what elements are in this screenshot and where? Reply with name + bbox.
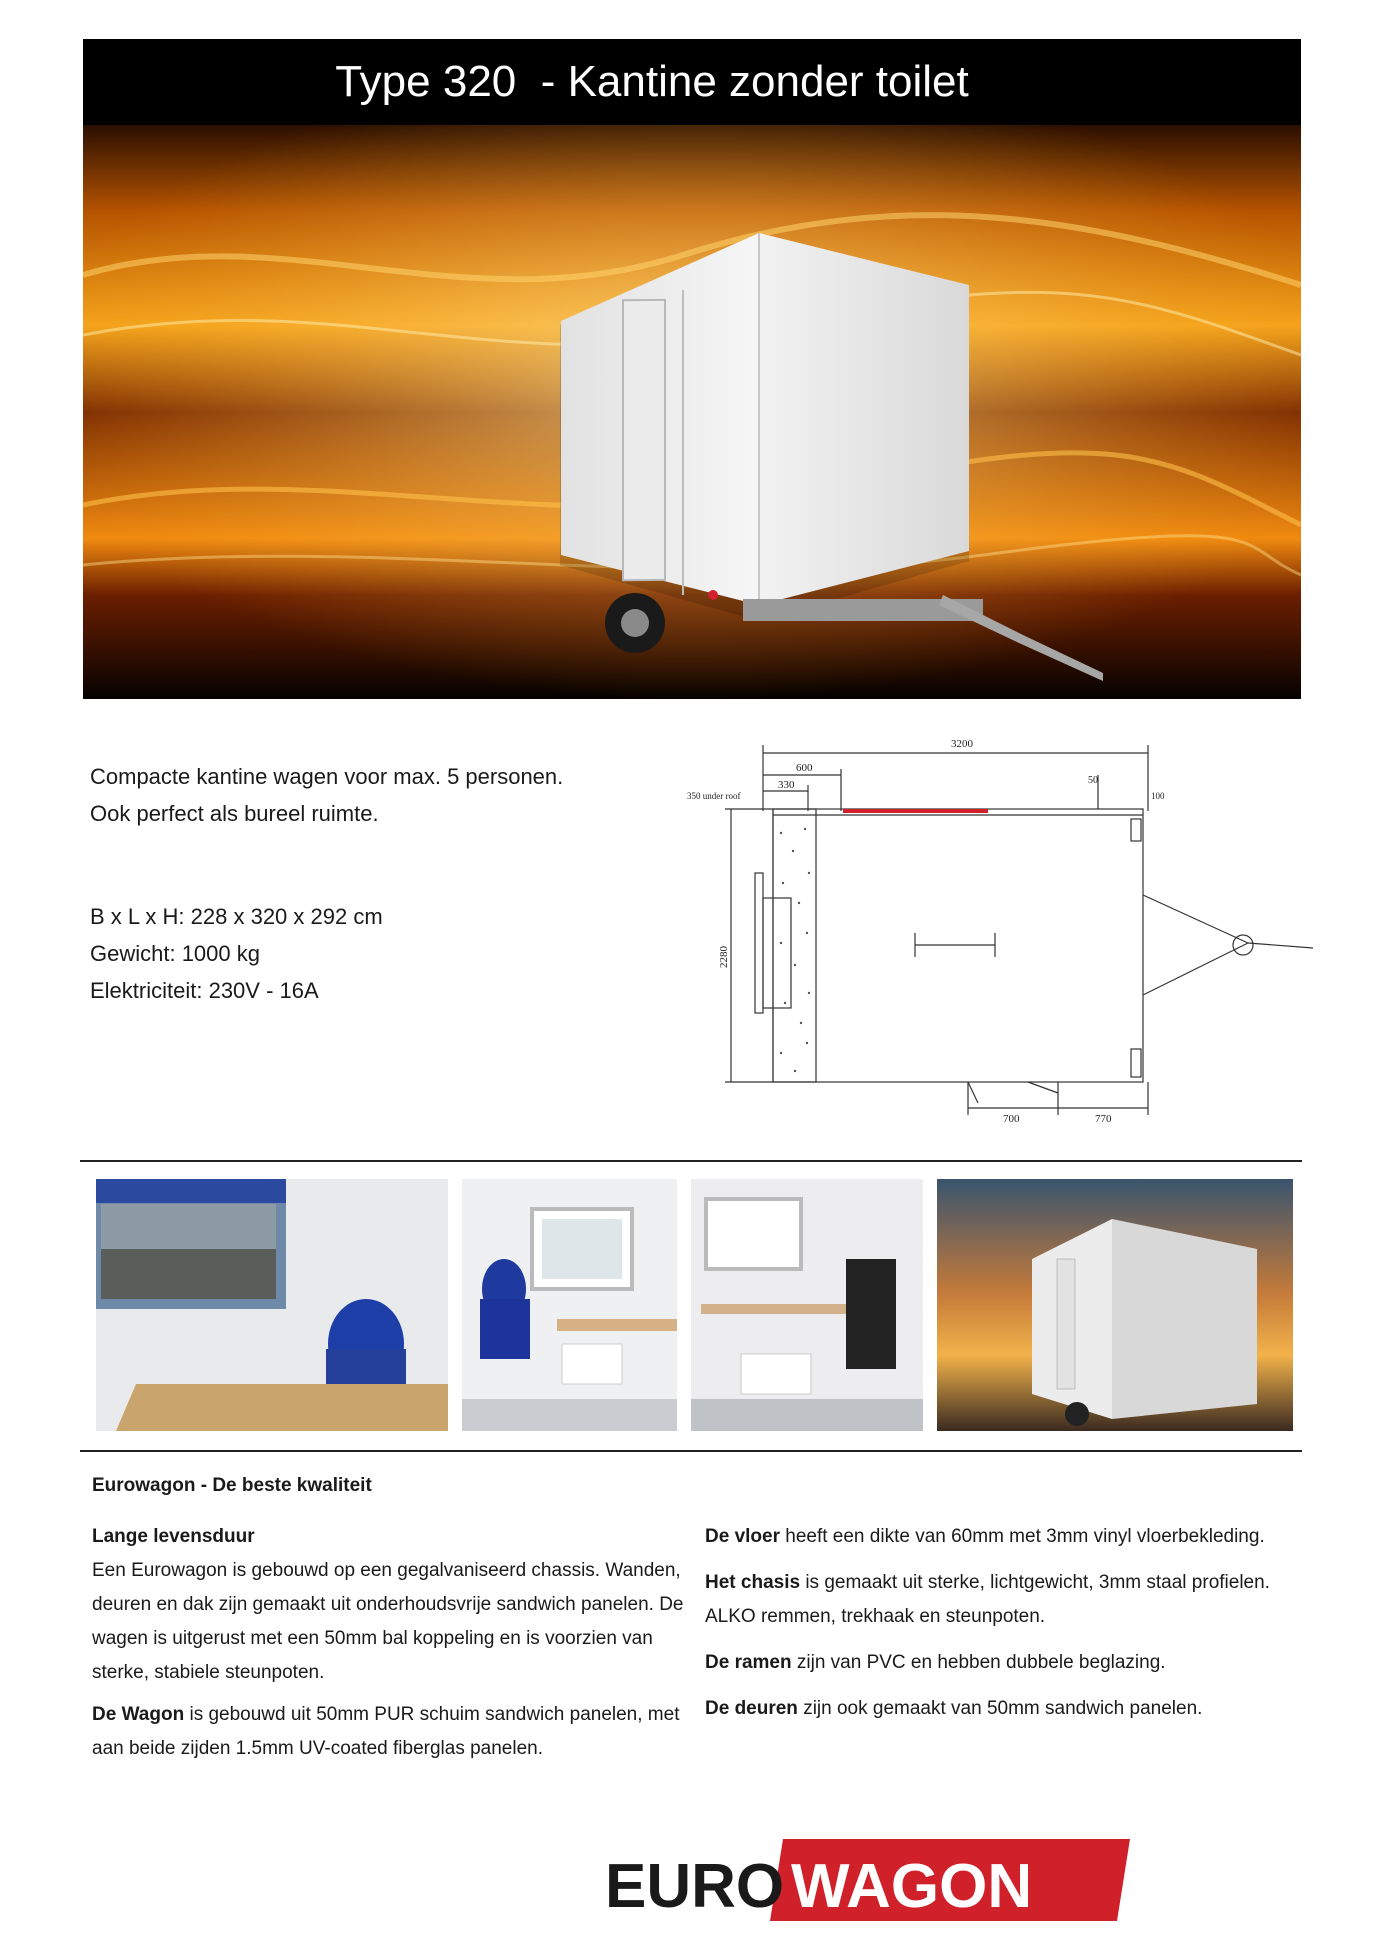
wagon-text: is gebouwd uit 50mm PUR schuim sandwich panelen, met aan beide zijden 1.5mm UV-coated fiberglas panelen. [92,1704,680,1759]
divider-top [80,1160,1302,1162]
doors-paragraph [705,1692,1295,1726]
photo-interior-window-chair [96,1179,448,1431]
dim-50: 50 [1088,775,1098,786]
wagon-label: De Wagon [92,1704,185,1725]
chassis-text: is gemaakt uit sterke, lichtgewicht, 3mm staal profielen. ALKO remmen, trekhaak en steunpoten. [705,1572,1270,1627]
hero-product-image [83,125,1301,699]
photo-exterior-sunset [937,1179,1293,1431]
dim-330: 330 [778,779,795,791]
dim-width: 2280 [718,946,730,968]
page-title: Type 320 - Kantine zonder toilet [335,57,969,106]
long-life-heading: Lange levensduur [92,1526,255,1547]
dim-100: 100 [1151,791,1165,801]
section-title: Eurowagon - De beste kwaliteit [92,1475,372,1496]
dim-600: 600 [796,762,813,774]
dim-total-length: 3200 [951,738,973,750]
features-block [705,1520,1295,1726]
logo-wagon: WAGON [791,1852,1033,1921]
chassis-paragraph [705,1566,1295,1634]
chassis-label: Het chasis [705,1572,801,1593]
photo-interior-chairs-table [462,1179,677,1431]
hero-banner [83,39,1301,699]
spec-weight: Gewicht: 1000 kg [90,941,260,966]
divider-bottom [80,1450,1302,1452]
intro-line-1: Compacte kantine wagen voor max. 5 personen. [90,764,564,789]
eurowagon-logo [605,1835,1130,1925]
floor-text: heeft een dikte van 60mm met 3mm vinyl vloerbekleding. [779,1526,1265,1547]
windows-label: De ramen [705,1652,792,1673]
floor-plan-diagram [683,733,1323,1123]
floor-label: De vloer [705,1526,780,1547]
windows-paragraph [705,1646,1295,1680]
logo-euro: EURO [605,1852,785,1921]
windows-text: zijn van PVC en hebben dubbele beglazing. [791,1652,1166,1673]
spec-dimensions: B x L x H: 228 x 320 x 292 cm [90,904,383,929]
dim-770: 770 [1095,1113,1112,1123]
label-under-roof: 350 under roof [687,791,741,801]
dim-700: 700 [1003,1113,1020,1123]
wagon-paragraph [92,1698,692,1766]
doors-text: zijn ook gemaakt van 50mm sandwich panelen. [797,1698,1203,1719]
long-life-text: Een Eurowagon is gebouwd op een gegalvaniseerd chassis. Wanden, deuren en dak zijn gemaakt uit onderhoudsvrije sandwich panelen. De wagen is uitgerust met een 50mm bal koppeling en is voorzien van sterke, stabiele steunpoten. [92,1560,684,1683]
floor-paragraph [705,1520,1295,1554]
long-life-block [92,1520,692,1766]
intro-line-2: Ook perfect als bureel ruimte. [90,801,379,826]
spec-electricity: Elektriciteit: 230V - 16A [90,978,319,1003]
photo-interior-table-stacked-chairs [691,1179,923,1431]
doors-label: De deuren [705,1698,798,1719]
